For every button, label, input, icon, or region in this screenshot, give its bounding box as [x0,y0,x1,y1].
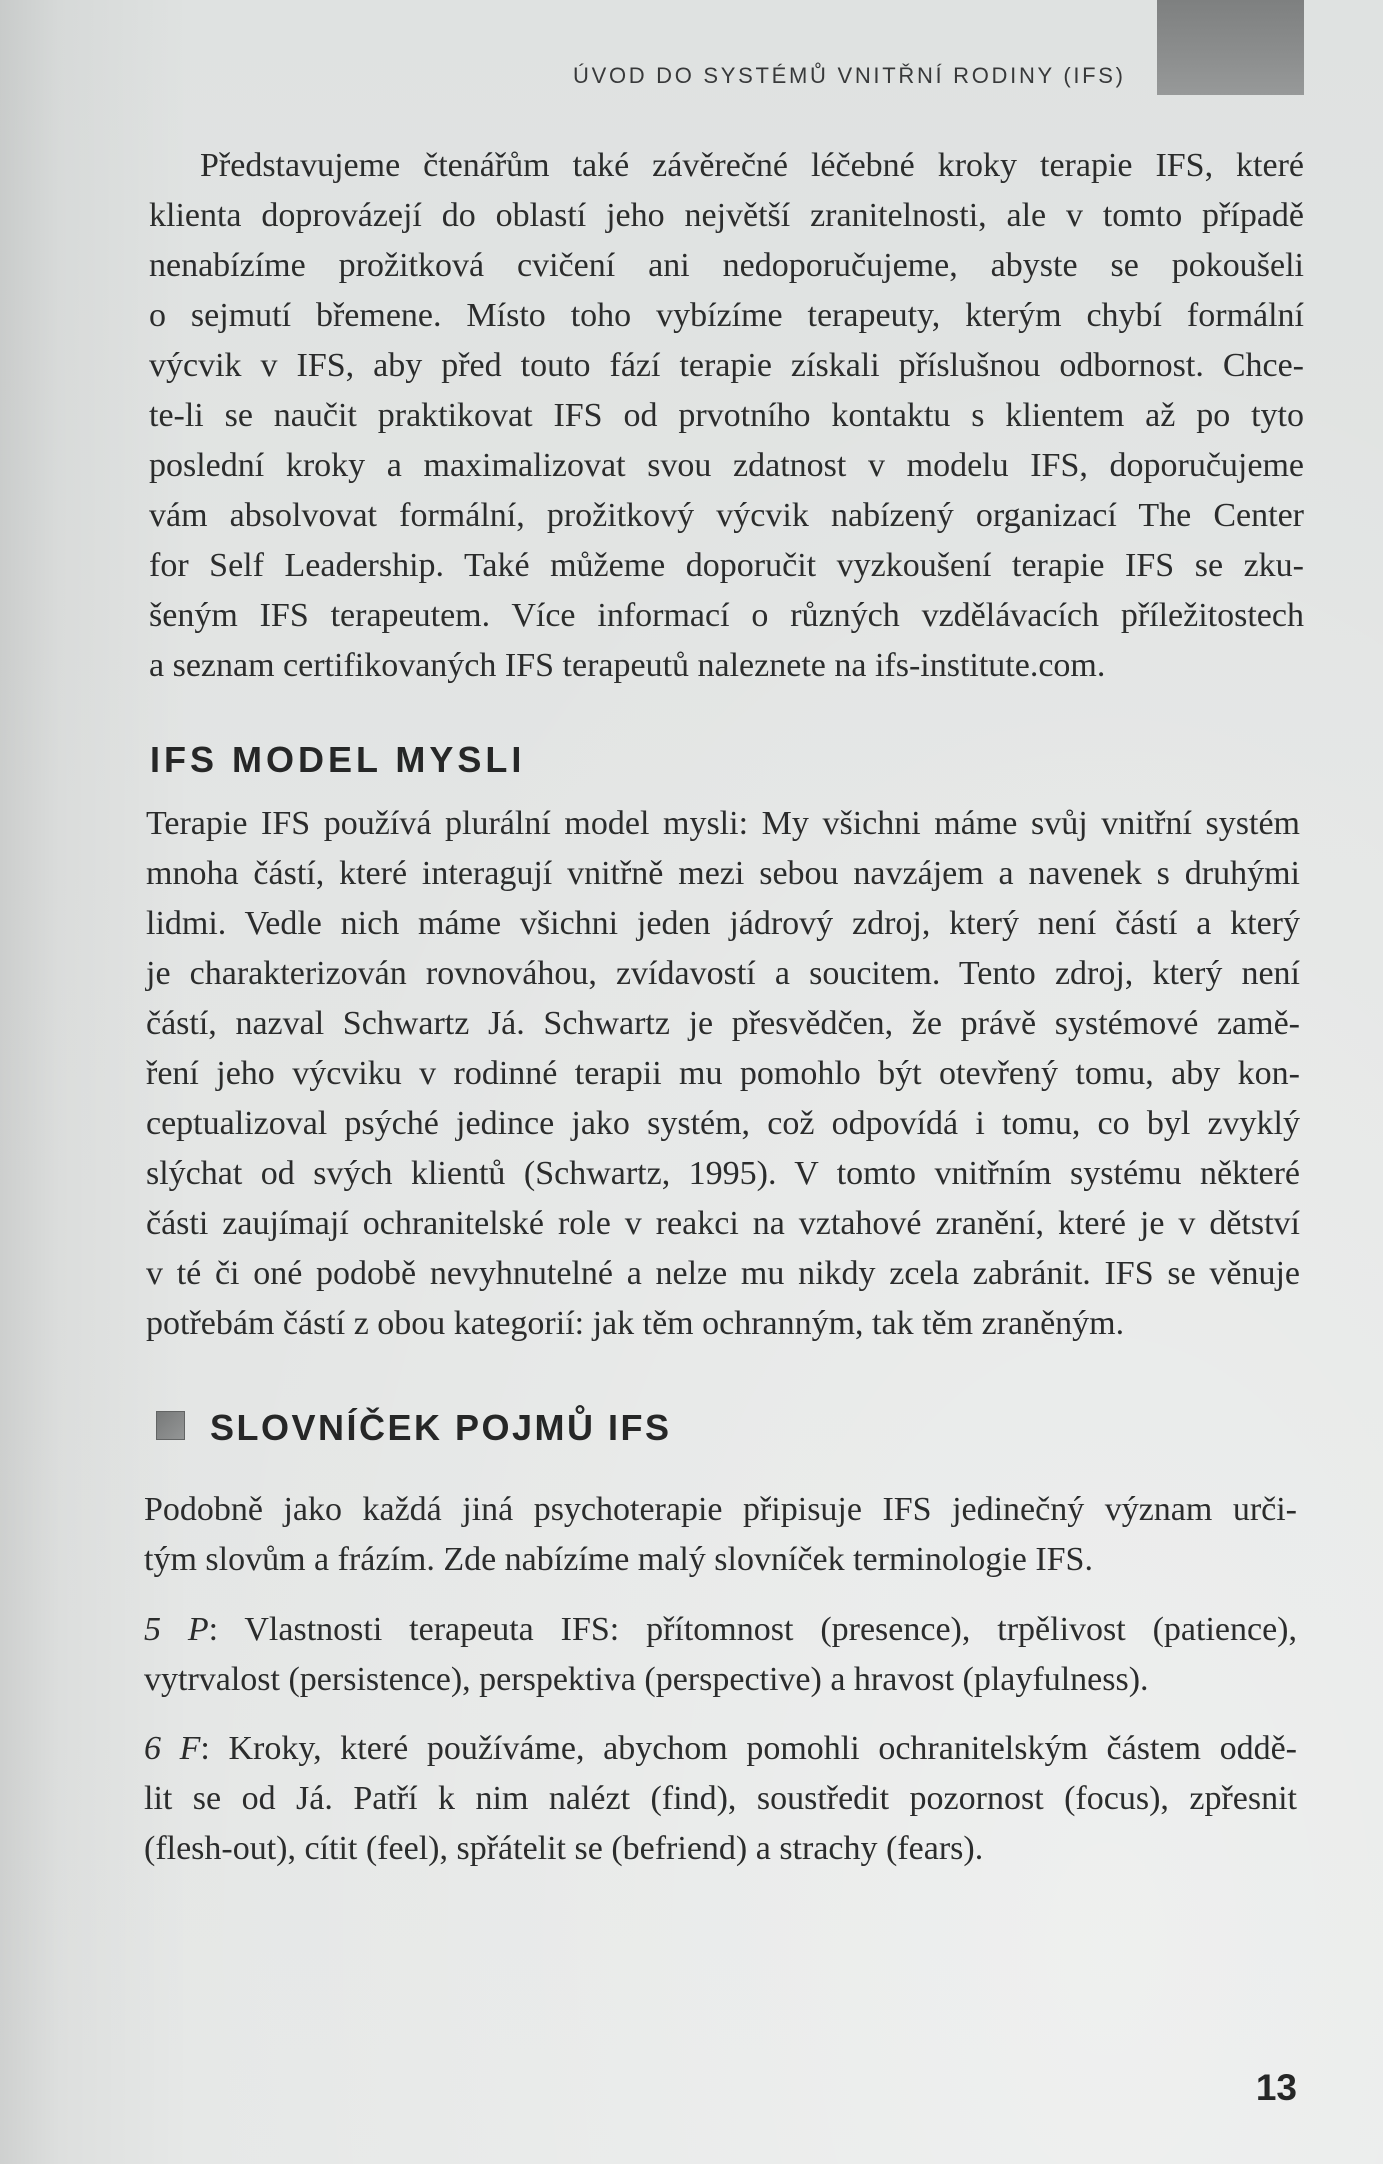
text-line: Představujeme čtenářům také závěrečné léčebné kroky terapie IFS, které [200,147,1304,184]
text-line: vytrvalost (persistence), perspektiva (perspective) a hravost (playfulness). [144,1661,1149,1698]
square-bullet-icon [156,1411,185,1440]
text-line: výcvik v IFS, aby před touto fází terapie získali příslušnou odbornost. Chce- [149,347,1304,384]
text-line [144,1605,1297,1655]
text-line: lidmi. Vedle nich máme všichni jeden jádrový zdroj, který není částí a který [146,905,1300,942]
text-line: tým slovům a frázím. Zde nabízíme malý slovníček terminologie IFS. [144,1541,1093,1578]
text-line: Podobně jako každá jiná psychoterapie připisuje IFS jedinečný význam urči- [144,1491,1297,1528]
text-line: v té či oné podobě nevyhnutelné a nelze mu nikdy zcela zabránit. IFS se věnuje [146,1255,1300,1292]
glossary-intro-paragraph [144,1485,1297,1585]
chapter-tab-marker [1157,0,1304,95]
glossary-term: 5 P [144,1611,209,1648]
glossary-definition: : Kroky, které používáme, abychom pomohli ochranitelským částem oddě- [200,1730,1297,1767]
glossary-entry [144,1724,1297,1874]
text-line: mnoha částí, které interagují vnitřně mezi sebou navzájem a navenek s druhými [146,855,1300,892]
text-line: je charakterizován rovnováhou, zvídavostí a soucitem. Tento zdroj, který není [146,955,1300,992]
text-line: částí, nazval Schwartz Já. Schwartz je přesvědčen, že právě systémové zamě- [146,1005,1300,1042]
text-line: klienta doprovázejí do oblastí jeho největší zranitelnosti, ale v tomto případě [149,197,1304,234]
page-number: 13 [1255,2067,1297,2108]
text-line: slýchat od svých klientů (Schwartz, 1995). V tomto vnitřním systému některé [146,1155,1300,1192]
section-heading: IFS MODEL MYSLI [150,739,526,780]
glossary-entry [144,1605,1297,1705]
text-line: vám absolvovat formální, prožitkový výcvik nabízený organizací The Center [149,497,1304,534]
running-header: ÚVOD DO SYSTÉMŮ VNITŘNÍ RODINY (IFS) [573,63,1126,88]
text-line: for Self Leadership. Také můžeme doporučit vyzkoušení terapie IFS se zku- [149,547,1304,584]
text-line: (flesh-out), cítit (feel), spřátelit se (befriend) a strachy (fears). [144,1830,984,1867]
text-line: te-li se naučit praktikovat IFS od prvotního kontaktu s klientem až po tyto [149,397,1304,434]
text-line: lit se od Já. Patří k nim nalézt (find), soustředit pozornost (focus), zpřesnit [144,1780,1297,1817]
text-line: části zaujímají ochranitelské role v reakci na vztahové zranění, které je v dětství [146,1205,1300,1242]
text-line: nenabízíme prožitková cvičení ani nedoporučujeme, abyste se pokoušeli [149,247,1304,284]
model-paragraph [146,799,1300,1349]
glossary-term: 6 F [144,1730,201,1767]
text-line: potřebám částí z obou kategorií: jak těm ochranným, tak těm zraněným. [146,1305,1125,1342]
text-line: šeným IFS terapeutem. Více informací o různých vzdělávacích příležitostech [149,597,1304,634]
glossary-definition: : Vlastnosti terapeuta IFS: přítomnost (presence), trpělivost (patience), [208,1611,1297,1648]
text-line: ceptualizoval psýché jedince jako systém, což odpovídá i tomu, co byl zvyklý [146,1105,1300,1142]
section-heading: SLOVNÍČEK POJMŮ IFS [210,1407,672,1448]
text-line: Terapie IFS používá plurální model mysli: My všichni máme svůj vnitřní systém [146,805,1300,842]
text-line: a seznam certifikovaných IFS terapeutů naleznete na ifs-institute.com. [149,647,1106,684]
text-line: poslední kroky a maximalizovat svou zdatnost v modelu IFS, doporučujeme [149,447,1304,484]
text-line: o sejmutí břemene. Místo toho vybízíme terapeuty, kterým chybí formální [149,297,1304,334]
intro-paragraph [149,141,1304,691]
text-line: ření jeho výcviku v rodinné terapii mu pomohlo být otevřený tomu, aby kon- [146,1055,1300,1092]
text-line [144,1724,1297,1774]
